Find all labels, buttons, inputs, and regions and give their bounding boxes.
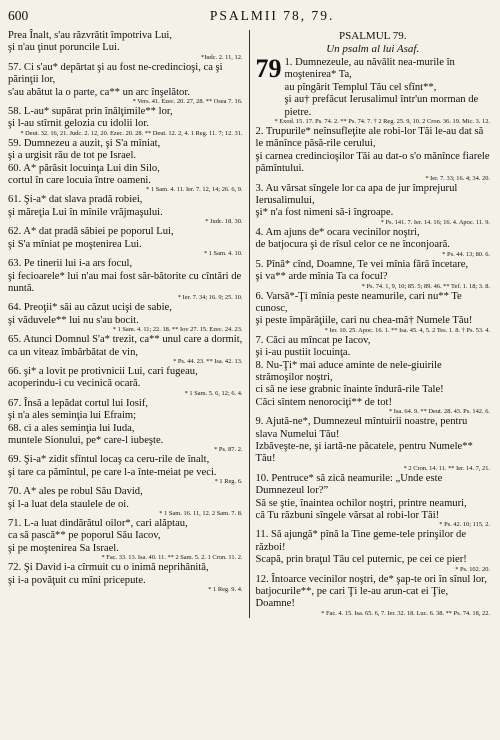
page-number: 600: [8, 8, 29, 23]
verse-text: 59. Dumnezeu a auzit, şi S'a mîniat, şi a urgisit rău de tot pe Israel.: [8, 137, 161, 162]
verse-text: 72. Şi David i-a cîrmuit cu o inimă neprihănită, şi i-a povăţuit cu mîni pricepute.: [8, 562, 209, 586]
verse-ref: * Ps. 44. 13; 80. 6.: [442, 250, 490, 258]
verse-block: [8, 226, 243, 258]
verse-text: 63. Pe tinerii lui i-a ars focul, şi fecioarele* lui n'au mai fost săr-bătorite cu cîntări de nuntă.: [8, 258, 242, 294]
verse-block: [256, 335, 491, 360]
verse-ref: * 1 Sam. 16. 11, 12. 2 Sam. 7. 8.: [159, 510, 243, 517]
verse-ref: * Ps. 44. 23. ** Isa. 42. 13.: [173, 357, 243, 365]
verse-text: 10. Pentruce* să zică neamurile: „Unde este Dumnezeul lor?” Să se ştie, înaintea ochilor noştri, printre neamuri, că Tu răzbuni sîngele vărsat al robi-lor Tăi!: [255, 472, 467, 521]
verse-block: [256, 183, 491, 227]
verse-text: 5. Pînă* cînd, Doamne, Te vei mînia fără încetare, şi va** arde mînia Ta ca focul?: [255, 258, 469, 283]
verse-text: 2. Trupurile* neînsufleţite ale robi-lor Tăi le-au dat să le mănînce păsă-rile cerului, şi carnea credincioşilor Tăi au dat-o s'o mănînce fiarele pămîntului.: [255, 126, 490, 175]
verse-block: [8, 334, 243, 366]
two-column-body: [8, 30, 490, 618]
verse-block: [256, 259, 491, 291]
verse-ref: * 2 Cron. 14. 11. ** Ier. 14. 7, 21.: [403, 464, 490, 472]
verse-ref: * 1 Sam. 4. 10.: [203, 250, 243, 258]
verse-block: [256, 473, 491, 530]
verse-text: 66. şi* a lovit pe protivnicii Lui, cari fugeau, acoperindu-i cu vecinică ocară.: [8, 365, 198, 390]
verse-ref: * Ier. 10. 25. Apoc. 16. 1. ** Isa. 45. 4, 5. 2 Tes. 1. 8. † Ps. 53. 4.: [324, 326, 490, 334]
verse-ref: * Fac. 33. 13. Isa. 40. 11. ** 2 Sam. 5. 2. 1 Cron. 11. 2.: [101, 554, 243, 562]
verse-block: [8, 30, 243, 62]
verse-block: [8, 258, 243, 302]
verse-ref: * Ier. 7. 34; 16. 9; 25. 10.: [177, 294, 243, 302]
verse-ref: * Exod. 15. 17. Ps. 74. 2. ** Ps. 74. 7. † 2 Reg. 25. 9, 10. 2 Cron. 36. 19. Mic. 3. 12.: [274, 118, 490, 126]
verse-block: [8, 562, 243, 594]
verse-text: 69. Şi-a* zidit sfîntul locaş ca ceru-rile de înalt, şi tare ca pămîntul, pe care l-a înte-meiat pe veci.: [8, 454, 217, 478]
verse-block: [8, 194, 243, 226]
verse-ref: * Deut. 32. 16, 21. Judc. 2. 12, 20. Ezec. 20. 28. ** Deut. 12. 2, 4. 1 Reg. 11. 7; 12. 31.: [20, 129, 243, 137]
verse-ref: * Fac. 4. 15. Isa. 65. 6, 7. Ier. 32. 18. Luc. 6. 38. ** Ps. 74. 18, 22.: [321, 609, 490, 617]
verse-block: [256, 126, 491, 183]
verse-block: [255, 54, 491, 126]
verse-text: 58. L-au* supărat prin înălţimile** lor, şi l-au stîrnit gelozia cu idolii lor.: [8, 106, 173, 130]
verse-text: 62. A* dat pradă săbiei pe poporul Lui, şi S'a mîniat pe moştenirea Lui.: [8, 226, 174, 250]
verse-block: [256, 529, 491, 573]
verse-block: [8, 454, 243, 486]
verse-text: 4. Am ajuns de* ocara vecinilor noştri, de batjocura şi de rîsul celor ce ne înconjoară.: [255, 226, 450, 251]
verse-text: 1. Dumnezeule, au năvălit nea-murile în moştenirea* Ta, au pîngărit Templul Tău cel sfînt**, şi au† prefăcut Ierusalimul într'un morman de pietre.: [284, 57, 479, 118]
verse-block: [8, 486, 243, 518]
verse-text: 9. Ajută-ne*, Dumnezeul mîntuirii noastre, pentru slava Numelui Tău! Izbăveşte-ne, şi iartă-ne păcatele, pentru Numele** Tău!: [255, 416, 473, 465]
verse-block: [256, 227, 491, 259]
verse-block: [256, 360, 491, 417]
verse-text: Prea Înalt, s'au răzvrătit împotriva Lui, şi n'au ţinut poruncile Lui.: [8, 30, 172, 54]
verse-block: [8, 518, 243, 562]
first-verse: [255, 54, 491, 119]
verse-ref: * Judc. 18. 30.: [205, 218, 243, 226]
verse-text: 57. Ci s'au* depărtat şi au fost ne-credincioşi, ca şi părinţii lor, s'au abătut la o parte, ca** un arc înşelător.: [8, 61, 223, 98]
verse-ref: *Iudc. 2. 11, 12.: [201, 53, 243, 61]
verse-text: 12. Întoarce vecinilor noştri, de* şap-te ori în sînul lor, batjocurile**, pe cari Ţi le-au arun-cat ei Ţie, Doamne!: [255, 573, 487, 610]
verse-ref: * Vers. 41. Ezec. 20. 27, 28. ** Osea 7. 16.: [132, 98, 243, 106]
verse-text: 11. Să ajungă* pînă la Tine geme-tele prinşilor de război! Scapă, prin braţul Tău cel puternic, pe cei ce pier!: [255, 529, 467, 566]
verse-text: 64. Preoţii* săi au căzut ucişi de sabie, şi văduvele** lui nu s'au bocit.: [8, 302, 172, 326]
verse-text: 8. Nu-Ţi* mai aduce aminte de nele-giuirile strămoşilor noştri, ci să ne iese grabnic înainte îndură-rile Tale! Căci sîntem nenorociţi** de tot!: [255, 359, 444, 408]
verse-block: [256, 291, 491, 335]
verse-ref: * 1 Reg. 6.: [214, 478, 243, 486]
verse-block: [8, 398, 243, 423]
verse-ref: * 1 Sam. 4. 11; 22. 18. ** Iov 27. 15. Ezec. 24. 23.: [112, 326, 243, 334]
verse-ref: * 1 Sam. 4. 11. Ier. 7. 12, 14; 26. 6, 9.: [146, 186, 243, 194]
verse-ref: * Ps. 87. 2.: [214, 446, 243, 454]
verse-block: [8, 302, 243, 334]
verse-block: [8, 106, 243, 138]
verse-block: [256, 574, 491, 618]
psalm-subtitle: Un psalm al lui Asaf.: [326, 42, 420, 55]
verse-text: 6. Varsă*-Ţi mînia peste neamurile, cari nu** Te cunosc, şi peste împărăţiile, cari nu chea-mă† Numele Tău!: [255, 290, 473, 327]
verse-ref: * Ier. 7. 33; 16. 4; 34. 20.: [425, 174, 490, 182]
verse-ref: * 1 Reg. 9. 4.: [208, 586, 243, 594]
verse-ref: * Ps. 74. 1, 9, 10; 85. 5; 89. 46. ** Tef. 1. 18; 3. 8.: [361, 282, 490, 290]
psalm-number: 79: [255, 54, 282, 83]
verse-text: 65. Atunci Domnul S'a* trezit, ca** unul care a dormit, ca un viteaz îmbărbătat de vin,: [8, 334, 243, 358]
verse-text: 3. Au vărsat sîngele lor ca apa de jur împrejurul Ierusalimului, şi* n'a fost nimeni să-i îngroape.: [255, 182, 458, 219]
verse-text: 61. Şi-a* dat slava pradă robiei, şi măreţia Lui în mînile vrăjmaşului.: [8, 194, 163, 218]
verse-ref: * Ps. 102. 20.: [455, 565, 490, 573]
verse-block: [8, 62, 243, 106]
verse-text: 68. ci a ales seminţia lui Iuda, muntele Sionului, pe* care-l iubeşte.: [8, 422, 164, 446]
right-column: [249, 30, 491, 618]
verse-block: [8, 423, 243, 455]
verse-ref: * Isa. 64. 9. ** Deut. 28. 43. Ps. 142. 6.: [388, 408, 490, 416]
verse-block: [8, 366, 243, 398]
verse-text: 7. Căci au mîncat pe Iacov, şi i-au pustiit locuinţa.: [255, 334, 371, 359]
verse-ref: * Ps. 42. 10; 115. 2.: [439, 521, 490, 529]
verse-block: [8, 163, 243, 195]
left-column: [8, 30, 243, 618]
verse-ref: * 1 Sam. 5. 6, 12; 6. 4.: [184, 389, 243, 397]
page-header: [8, 8, 490, 26]
verse-block: [256, 416, 491, 473]
verse-text: 71. L-a luat dindărătul oilor*, cari alăptau, ca să pască** pe poporul Său Iacov, şi pe moştenirea Sa Israel.: [8, 518, 188, 554]
verse-block: [8, 138, 243, 163]
verse-text: 60. A* părăsit locuinţa Lui din Silo, cortul în care locuia între oameni.: [8, 162, 160, 187]
verse-ref: * Ps. 141. 7. Ier. 14. 16; 16. 4. Apoc. 11. 9.: [380, 218, 490, 226]
psalm-heading: PSALMUL 79.: [339, 30, 407, 42]
running-title: PSALMII 78, 79.: [209, 8, 335, 23]
verse-text: 67. Însă a lepădat cortul lui Iosif, şi n'a ales seminţia lui Efraim;: [8, 397, 149, 422]
verse-text: 70. A* ales pe robul Său David, şi l-a luat dela staulele de oi.: [8, 486, 143, 510]
